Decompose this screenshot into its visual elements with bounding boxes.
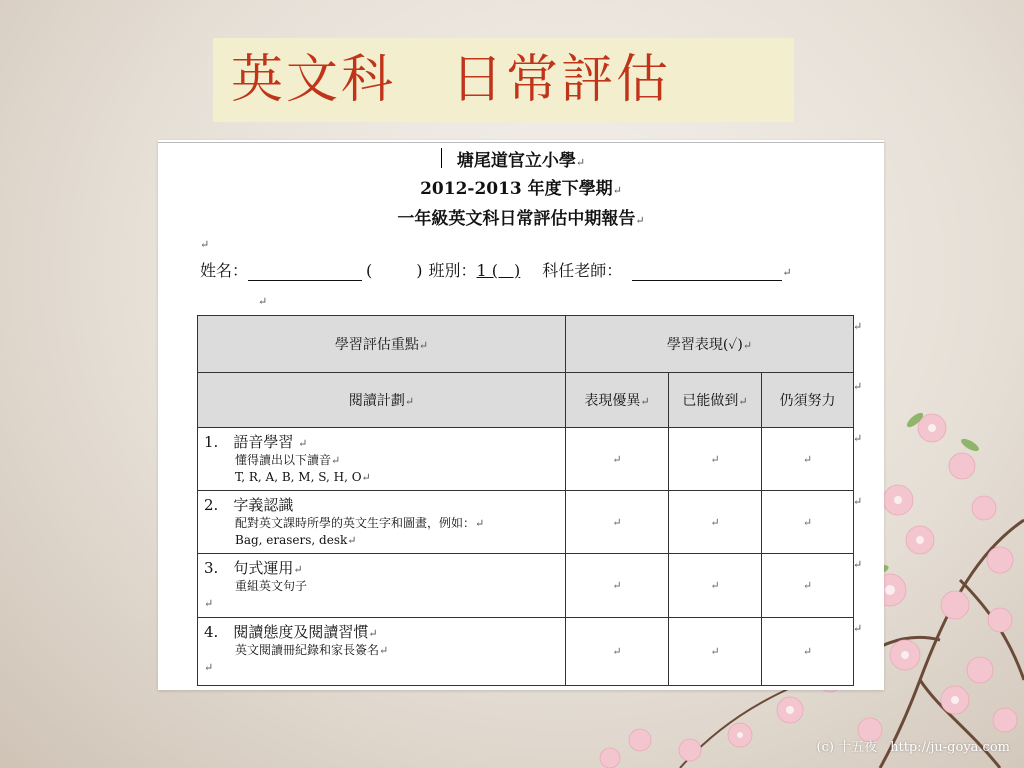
assessment-item: 1. 語音學習 ↵ 懂得讀出以下讀音↵ T, R, A, B, M, S, H, O↵	[198, 428, 566, 491]
checkbox-cell-can-do[interactable]: ↵	[669, 618, 762, 686]
table-subheader-row	[198, 373, 854, 428]
header-needs-effort: 仍須努力	[762, 373, 854, 428]
checkbox-cell-excellent[interactable]: ↵	[566, 554, 669, 618]
checkbox-cell-needs-effort[interactable]: ↵	[762, 554, 854, 618]
row-end-mark: ↵	[853, 622, 863, 635]
slide-title-box	[213, 38, 794, 122]
paragraph-mark: ↵	[575, 156, 586, 169]
class-value: 1 ( )	[476, 261, 521, 280]
class-label: 班別：	[428, 261, 477, 280]
row-end-mark: ↵	[853, 558, 863, 571]
academic-year	[158, 174, 884, 199]
checkbox-cell-can-do[interactable]: ↵	[669, 554, 762, 618]
checkbox-cell-can-do[interactable]: ↵	[669, 428, 762, 491]
header-can-do: 已能做到↵	[669, 373, 762, 428]
checkbox-cell-needs-effort[interactable]: ↵	[762, 618, 854, 686]
header-excellent: 表現優異↵	[566, 373, 669, 428]
school-name-text: 塘尾道官立小學	[456, 151, 576, 171]
header-reading-plan: 閱讀計劃↵	[198, 373, 566, 428]
checkbox-cell-excellent[interactable]: ↵	[566, 618, 669, 686]
checkbox-cell-excellent[interactable]: ↵	[566, 428, 669, 491]
table-header-row	[198, 316, 854, 373]
document-top-rule	[158, 142, 884, 143]
assessment-item: 2. 字義認識 配對英文課時所學的英文生字和圖畫，例如：↵ Bag, erasers, desk↵	[198, 491, 566, 554]
school-name	[158, 146, 884, 171]
academic-year-text: 2012-2013 年度下學期	[420, 179, 613, 199]
teacher-blank	[632, 264, 782, 281]
row-end-mark: ↵	[853, 495, 863, 508]
teacher-label: 科任老師：	[542, 261, 623, 280]
assessment-item: 3. 句式運用↵ 重組英文句子 ↵	[198, 554, 566, 618]
row-end-mark: ↵	[853, 320, 863, 333]
table-row	[198, 428, 854, 491]
table-row	[198, 554, 854, 618]
checkbox-cell-needs-effort[interactable]: ↵	[762, 428, 854, 491]
report-title-text: 一年級英文科日常評估中期報告	[397, 209, 636, 229]
open-paren: (	[366, 261, 373, 280]
copyright-credit: (c) 十五夜 http://ju-goya.com	[816, 740, 1010, 755]
table-row	[198, 618, 854, 686]
table-row	[198, 491, 854, 554]
name-blank	[248, 264, 362, 281]
paragraph-mark: ↵	[635, 214, 645, 227]
checkbox-cell-can-do[interactable]: ↵	[669, 491, 762, 554]
slide-title: 英文科 日常評估	[231, 50, 672, 110]
checkbox-cell-needs-effort[interactable]: ↵	[762, 491, 854, 554]
paragraph-mark: ↵	[200, 238, 210, 251]
assessment-item: 4. 閱讀態度及閱讀習慣↵ 英文閱讀冊紀錄和家長簽名↵ ↵	[198, 618, 566, 686]
paragraph-mark: ↵	[782, 266, 792, 279]
row-end-mark: ↵	[853, 380, 863, 393]
header-assessment-focus: 學習評估重點↵	[198, 316, 566, 373]
close-paren: )	[416, 261, 423, 280]
header-learning-performance: 學習表現(✓)↵	[566, 316, 854, 373]
report-title	[158, 204, 884, 229]
row-end-mark: ↵	[853, 432, 863, 445]
checkbox-cell-excellent[interactable]: ↵	[566, 491, 669, 554]
name-label: 姓名：	[200, 261, 249, 280]
paragraph-mark: ↵	[612, 184, 622, 197]
paragraph-mark: ↵	[258, 295, 268, 308]
student-info-line	[200, 258, 792, 281]
assessment-table	[197, 315, 854, 686]
report-document	[158, 140, 884, 690]
